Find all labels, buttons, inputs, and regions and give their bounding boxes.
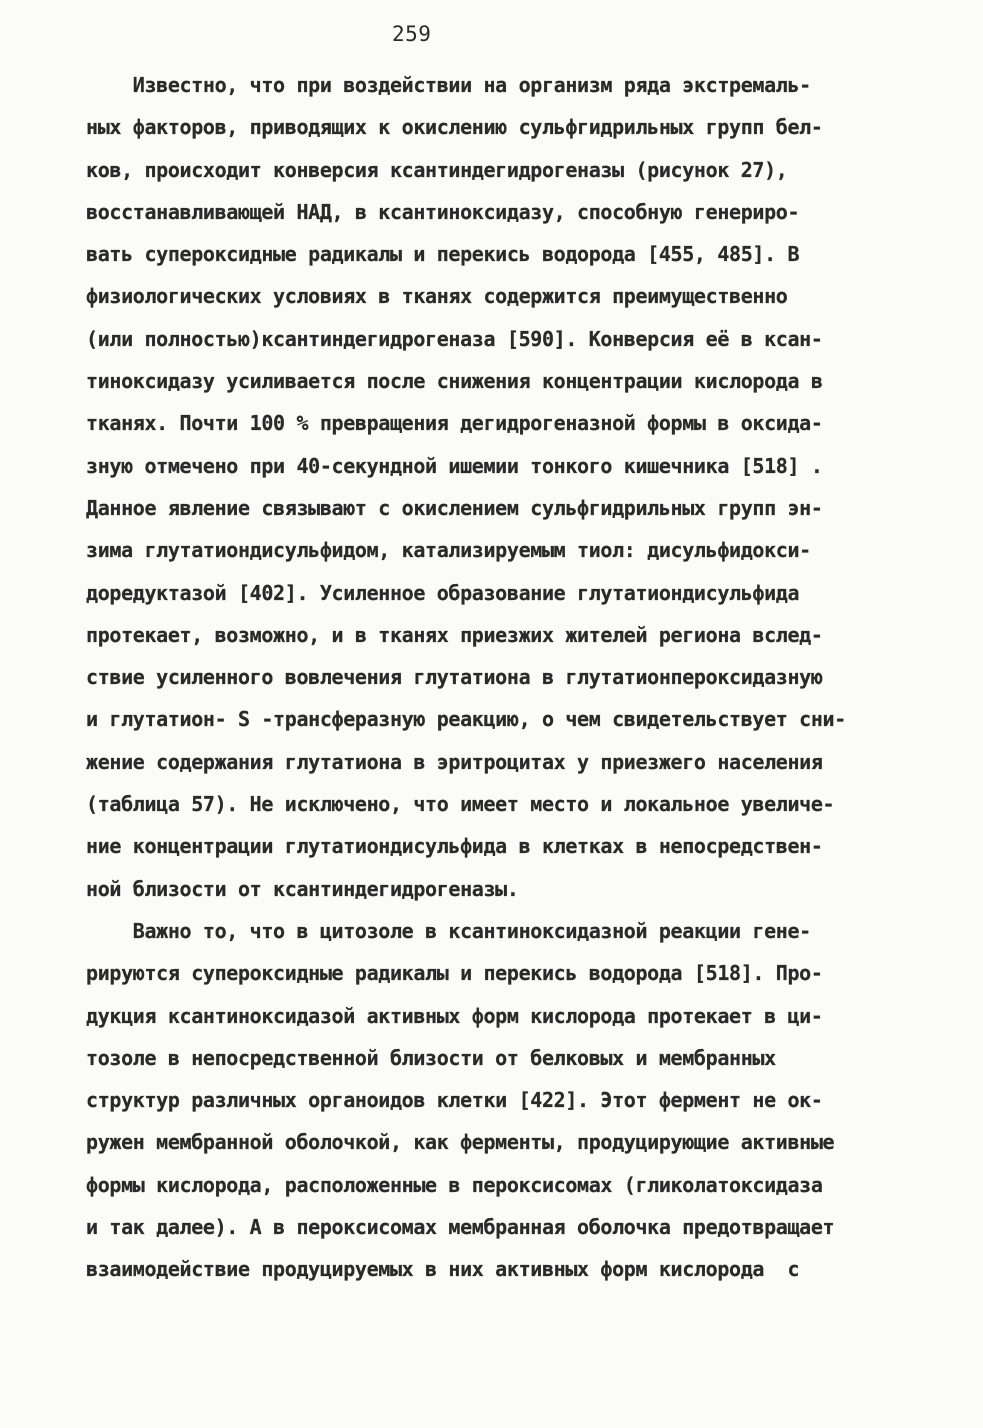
text-line: Важно то, что в цитозоле в ксантиноксидазной реакции гене- bbox=[86, 919, 811, 943]
text-line: ружен мембранной оболочкой, как ферменты, продуцирующие активные bbox=[86, 1130, 835, 1155]
text-line: дукция ксантиноксидазой активных форм кислорода протекает в ци- bbox=[86, 1003, 823, 1028]
text-line: Данное явление связывают с окислением сульфгидрильных групп эн- bbox=[86, 495, 823, 520]
paragraph-2 bbox=[86, 910, 906, 1291]
text-line: тозоле в непосредственной близости от белковых и мембранных bbox=[86, 1045, 776, 1070]
text-line: протекает, возможно, и в тканях приезжих жителей региона вслед- bbox=[86, 622, 823, 647]
text-line: тиноксидазу усиливается после снижения концентрации кислорода в bbox=[86, 369, 823, 394]
text-line: восстанавливающей НАД, в ксантиноксидазу, способную генериро- bbox=[86, 199, 800, 224]
text-line: и глутатион- S -трансферазную реакцию, о чем свидетельствует сни- bbox=[86, 707, 846, 732]
text-line: (таблица 57). Не исключено, что имеет место и локальное увеличе- bbox=[86, 792, 835, 817]
text-line: ствие усиленного вовлечения глутатиона в глутатионпероксидазную bbox=[86, 665, 823, 690]
text-line: зную отмечено при 40-секундной ишемии тонкого кишечника [518] . bbox=[86, 453, 823, 478]
text-line: ной близости от ксантиндегидрогеназы. bbox=[86, 876, 519, 901]
text-line: ных факторов, приводящих к окислению сульфгидрильных групп бел- bbox=[86, 115, 823, 140]
text-line: вать супероксидные радикалы и перекись водорода [455, 485]. В bbox=[86, 242, 800, 267]
text-line: взаимодействие продуцируемых в них активных форм кислорода с bbox=[86, 1257, 800, 1282]
text-line: формы кислорода, расположенные в пероксисомах (гликолатоксидаза bbox=[86, 1172, 823, 1197]
text-line: рируются супероксидные радикалы и перекись водорода [518]. Про- bbox=[86, 961, 823, 986]
text-line: зима глутатиондисульфидом, катализируемым тиол: дисульфидокси- bbox=[86, 538, 811, 563]
text-line: ние концентрации глутатиондисульфида в клетках в непосредствен- bbox=[86, 834, 823, 859]
text-line: (или полностью)ксантиндегидрогеназа [590]. Конверсия её в ксан- bbox=[86, 326, 823, 351]
text-line: тканях. Почти 100 % превращения дегидрогеназной формы в оксида- bbox=[86, 411, 823, 436]
text-line: жение содержания глутатиона в эритроцитах у приезжего населения bbox=[86, 749, 823, 774]
text-line: и так далее). А в пероксисомах мембранная оболочка предотвращает bbox=[86, 1215, 835, 1240]
text-line: структур различных органоидов клетки [422]. Этот фермент не ок- bbox=[86, 1088, 823, 1113]
text-line: ков, происходит конверсия ксантиндегидрогеназы (рисунок 27), bbox=[86, 157, 788, 182]
text-line: Известно, что при воздействии на организм ряда экстремаль- bbox=[86, 73, 811, 97]
page-number: 259 bbox=[392, 22, 432, 46]
text-line: физиологических условиях в тканях содержится преимущественно bbox=[86, 284, 788, 309]
text-line: доредуктазой [402]. Усиленное образование глутатиондисульфида bbox=[86, 580, 800, 605]
paragraph-1 bbox=[86, 64, 906, 910]
